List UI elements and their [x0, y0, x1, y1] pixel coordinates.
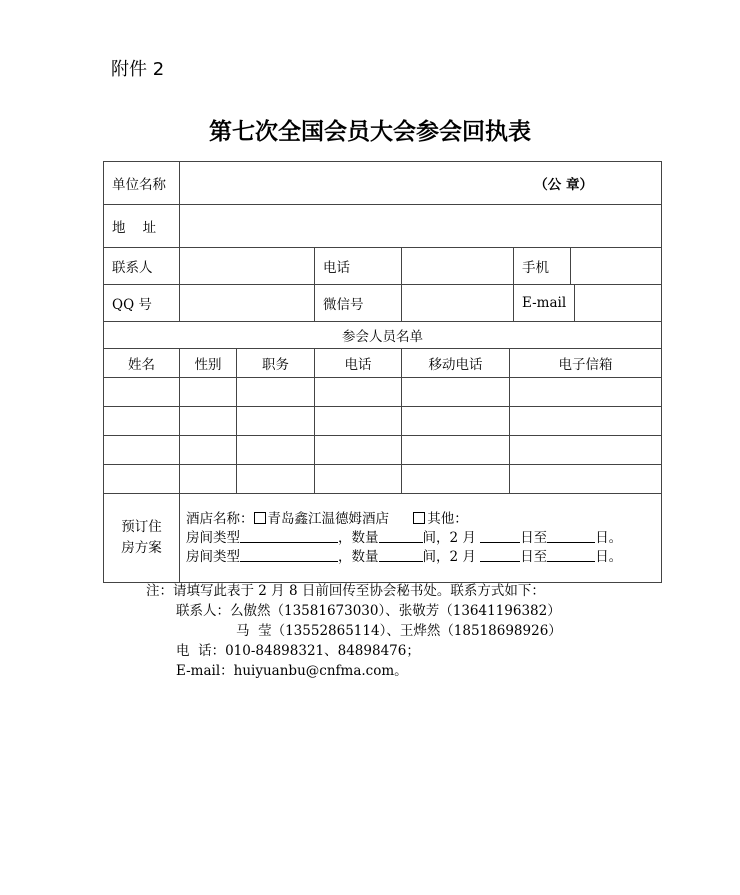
qq-field[interactable]: [180, 285, 315, 322]
end-day-blank[interactable]: [547, 530, 595, 543]
note-email: E-mail：huiyuanbu@cnfma.com。: [176, 663, 408, 679]
room-type-blank[interactable]: [240, 530, 338, 543]
room-type-label: 房间类型: [186, 529, 240, 546]
room-unit-label: 间，2 月: [422, 548, 476, 565]
email-field[interactable]: [575, 285, 661, 321]
note-contacts: 联系人：么傲然（13581673030）、张敬芳（13641196382）: [176, 603, 561, 619]
attendee-row: [104, 378, 662, 407]
attendee-cell[interactable]: [510, 436, 662, 465]
attendee-cell[interactable]: [180, 407, 237, 436]
day-to-label: 日至: [520, 529, 548, 546]
attendee-cell[interactable]: [315, 436, 402, 465]
day-end-label: 日。: [595, 529, 623, 546]
attendee-cell[interactable]: [180, 465, 237, 494]
column-header-mobile: 移动电话: [402, 349, 510, 378]
wechat-field[interactable]: [402, 285, 514, 321]
unit-name-field[interactable]: [180, 162, 662, 205]
attendee-cell[interactable]: [510, 378, 662, 407]
attendee-cell[interactable]: [180, 436, 237, 465]
attendee-cell[interactable]: [402, 378, 510, 407]
quantity-blank[interactable]: [379, 549, 423, 562]
quantity-blank[interactable]: [379, 530, 423, 543]
column-header-name: 姓名: [104, 349, 180, 378]
attendee-cell[interactable]: [402, 436, 510, 465]
column-header-phone: 电话: [315, 349, 402, 378]
contact-label: 联系人: [104, 248, 180, 285]
quantity-label: ，数量: [338, 529, 379, 546]
room-type-blank[interactable]: [240, 549, 338, 562]
day-end-label: 日。: [595, 548, 623, 565]
end-day-blank[interactable]: [547, 549, 595, 562]
attendee-cell[interactable]: [315, 378, 402, 407]
attendee-row: [104, 436, 662, 465]
attendee-list-title: 参会人员名单: [104, 322, 662, 349]
hotel-label: 酒店名称：: [186, 510, 254, 527]
attendee-cell[interactable]: [104, 378, 180, 407]
hotel-option2-checkbox[interactable]: [413, 512, 425, 524]
hotel-option1-label: 青岛鑫江温德姆酒店: [267, 510, 389, 527]
attendee-cell[interactable]: [510, 407, 662, 436]
attendee-cell[interactable]: [402, 407, 510, 436]
attendee-row: [104, 465, 662, 494]
attendee-cell[interactable]: [237, 436, 315, 465]
mobile-label: 手机: [514, 248, 571, 284]
attendee-cell[interactable]: [315, 407, 402, 436]
email-label: E-mail: [514, 285, 575, 321]
wechat-label: 微信号: [315, 285, 402, 322]
lodging-label: 预订住房方案: [104, 494, 180, 583]
room-type-label: 房间类型: [186, 548, 240, 565]
notes-block: [146, 581, 562, 681]
phone-field[interactable]: [402, 248, 514, 284]
quantity-label: ，数量: [338, 548, 379, 565]
attendee-cell[interactable]: [180, 378, 237, 407]
attendee-cell[interactable]: [237, 465, 315, 494]
hotel-option1-checkbox[interactable]: [254, 512, 266, 524]
attendee-cell[interactable]: [104, 407, 180, 436]
attendee-cell[interactable]: [315, 465, 402, 494]
page-title: 第七次全国会员大会参会回执表: [209, 119, 531, 145]
column-header-position: 职务: [237, 349, 315, 378]
start-day-blank[interactable]: [480, 530, 520, 543]
attendee-cell[interactable]: [237, 407, 315, 436]
room-unit-label: 间，2 月: [422, 529, 476, 546]
address-label: 地 址: [104, 205, 180, 248]
column-header-email: 电子信箱: [510, 349, 662, 378]
unit-name-label: 单位名称: [104, 162, 180, 205]
day-to-label: 日至: [520, 548, 548, 565]
phone-label: 电话: [315, 248, 402, 285]
registration-form-table: [103, 161, 662, 583]
note-contacts-continued: 马 莹（13552865114）、王烨然（18518698926）: [236, 623, 562, 639]
attendee-cell[interactable]: [104, 436, 180, 465]
note-instruction: 注：请填写此表于 2 月 8 日前回传至协会秘书处。联系方式如下：: [146, 583, 545, 599]
column-header-gender: 性别: [180, 349, 237, 378]
seal-label: （公 章）: [534, 177, 593, 193]
contact-field[interactable]: [180, 248, 315, 285]
address-field[interactable]: [180, 205, 662, 248]
mobile-field[interactable]: [571, 248, 662, 284]
attendee-cell[interactable]: [237, 378, 315, 407]
attachment-label: 附件 2: [111, 59, 165, 80]
start-day-blank[interactable]: [480, 549, 520, 562]
attendee-cell[interactable]: [402, 465, 510, 494]
attendee-cell[interactable]: [104, 465, 180, 494]
lodging-options: [180, 494, 662, 583]
note-phone: 电 话：010-84898321、84898476；: [176, 643, 420, 659]
attendee-cell[interactable]: [510, 465, 662, 494]
qq-label: QQ 号: [104, 285, 180, 322]
hotel-option2-label: 其他：: [427, 510, 468, 527]
attendee-row: [104, 407, 662, 436]
